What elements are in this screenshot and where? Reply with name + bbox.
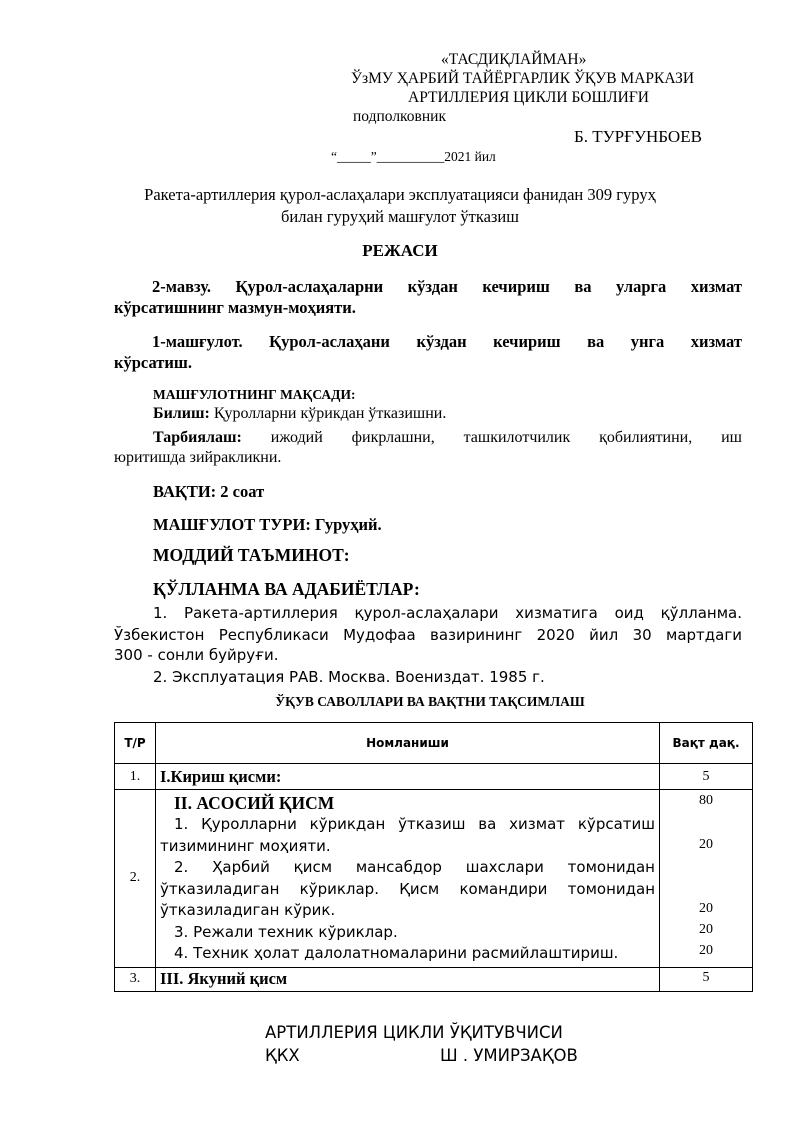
row2-item2-line3: ўтказиладиган кўрик. [160, 901, 336, 919]
goal-educ-label: Тарбиялаш: [153, 429, 242, 446]
approval-name: Б. ТУРҒУНБОЕВ [574, 127, 702, 146]
topic-line2: кўрсатишнинг мазмун-моҳияти. [114, 298, 356, 317]
goal-know-label: Билиш: [153, 405, 210, 422]
row2-item1-line1: 1. Қуролларни кўрикдан ўтказиш ва хизмат кўрсатиш [174, 815, 655, 833]
row2-item2-time: 20 [699, 901, 713, 916]
row2-times [660, 790, 753, 968]
table-row [115, 764, 753, 790]
row2-item4-time: 20 [699, 943, 713, 958]
row2-item1-line2: тизимининг моҳияти. [160, 836, 331, 855]
header-time: Вақт дақ. [660, 723, 753, 764]
goal-know-text: Қуролларни кўрикдан ўтказишни. [209, 405, 447, 422]
doc-heading: РЕЖАСИ [362, 241, 438, 260]
topic-line1: 2-мавзу. Қурол-аслаҳаларни кўздан кечириш ва уларга хизмат [152, 277, 742, 296]
goal-heading: МАШҒУЛОТНИНГ МАҚСАДИ: [153, 387, 356, 402]
table-row [115, 967, 753, 991]
lesson-line2: кўрсатиш. [114, 353, 192, 372]
goal-know [153, 405, 446, 423]
row3-name: III. Якуний қисм [156, 967, 660, 991]
row2-item2-line1: 2. Ҳарбий қисм мансабдор шахслари томонидан [174, 858, 655, 876]
approval-stamp: «ТАСДИҚЛАЙМАН» [441, 51, 587, 68]
literature-item2: 2. Эксплуатация РАВ. Москва. Воениздат. 1985 г. [153, 668, 545, 686]
literature-heading: ҚЎЛЛАНМА ВА АДАБИЁТЛАР: [153, 579, 420, 599]
literature-item1-line3: 300 - сонли буйруғи. [114, 646, 279, 664]
goal-educ-line1 [153, 427, 742, 449]
doc-title-line2: билан гуруҳий машғулот ўтказиш [281, 207, 519, 226]
row1-time: 5 [660, 764, 753, 790]
approval-rank: подполковник [353, 108, 446, 125]
row2-title-time: 80 [699, 793, 713, 808]
doc-title-line1: Ракета-артиллерия қурол-аслаҳалари эксплуатацияси фанидан 309 гуруҳ [144, 185, 656, 204]
header-number: Т/Р [115, 723, 156, 764]
lesson-time: ВАҚТИ: 2 соат [153, 482, 265, 501]
literature-item1-line2: Ўзбекистон Республикаси Мудофаа вазирининг 2020 йил 30 мартдаги [114, 626, 742, 644]
approval-organization: ЎзМУ ҲАРБИЙ ТАЙЁРГАРЛИК ЎҚУВ МАРКАЗИ [351, 70, 695, 87]
signature-name: Ш . УМИРЗАҚОВ [440, 1046, 578, 1065]
row2-content [156, 790, 660, 968]
row1-number: 1. [115, 764, 156, 790]
goal-educ-line2: юритишда зийракликни. [114, 449, 282, 466]
literature-item1-line1: 1. Ракета-артиллерия қурол-аслаҳалари хизматига оид қўлланма. [153, 604, 742, 622]
signature-rank: ҚКХ [265, 1046, 300, 1065]
lesson-line1: 1-машғулот. Қурол-аслаҳани кўздан кечириш ва унга хизмат [152, 332, 742, 351]
table-header-row [115, 723, 753, 764]
table-row [115, 790, 753, 968]
goal-educ-text: ижодий фикрлашни, ташкилотчилик қобилиятини, иш [241, 429, 742, 446]
row2-item3: 3. Режали техник кўриклар. [174, 922, 398, 941]
row2-item3-time: 20 [699, 922, 713, 937]
row2-item1-time: 20 [699, 837, 713, 852]
row2-item2-line2: ўтказиладиган кўриклар. Қисм командири томонидан [160, 879, 655, 898]
row2-number: 2. [115, 790, 156, 968]
row2-title: II. АСОСИЙ ҚИСМ [174, 793, 335, 813]
approval-date: “_____”__________2021 йил [331, 149, 496, 164]
row2-item4: 4. Техник ҳолат далолатномаларини расмийлаштириш. [174, 944, 619, 962]
signature-position: АРТИЛЛЕРИЯ ЦИКЛИ ЎҚИТУВЧИСИ [265, 1023, 563, 1042]
row1-name: I.Кириш қисми: [156, 764, 660, 790]
approval-position: АРТИЛЛЕРИЯ ЦИКЛИ БОШЛИҒИ [408, 89, 649, 106]
row3-number: 3. [115, 967, 156, 991]
material-heading: МОДДИЙ ТАЪМИНОТ: [153, 545, 350, 565]
row3-time: 5 [660, 967, 753, 991]
lesson-type: МАШҒУЛОТ ТУРИ: Гуруҳий. [153, 515, 382, 534]
plan-table [114, 722, 753, 992]
table-title: ЎҚУВ САВОЛЛАРИ ВА ВАҚТНИ ТАҚСИМЛАШ [275, 694, 585, 709]
header-name: Номланиши [156, 723, 660, 764]
